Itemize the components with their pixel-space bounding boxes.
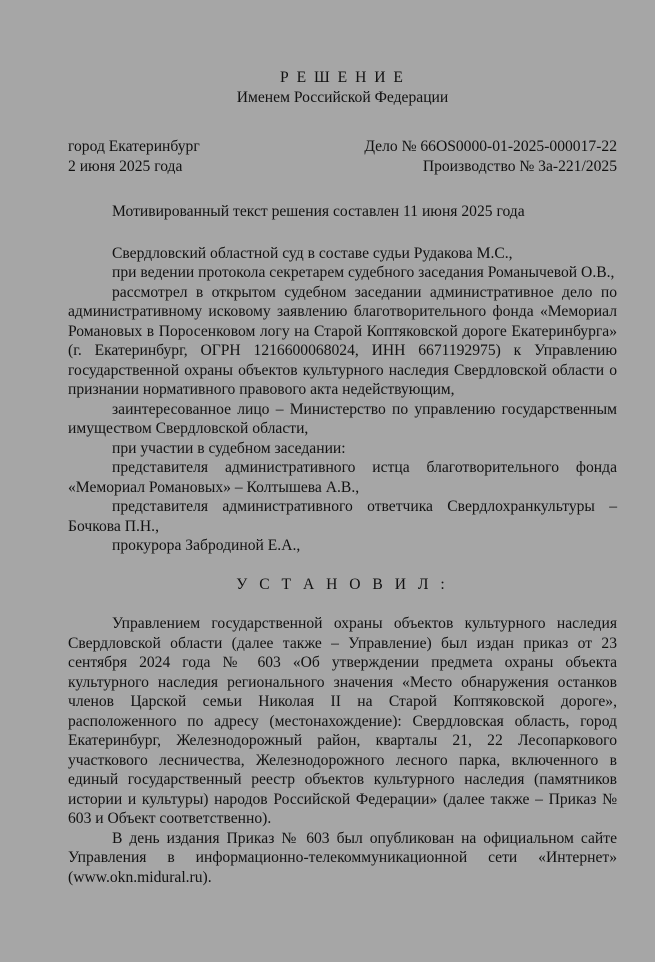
header-row-location <box>68 137 617 157</box>
intro-paragraph: при участии в судебном заседании: <box>112 439 346 457</box>
city: город Екатеринбург <box>68 138 200 155</box>
section-title: У С Т А Н О В И Л : <box>236 575 449 593</box>
proceeding-number: Производство № 3а-221/2025 <box>422 157 617 175</box>
document-title: Р Е Ш Е Н И Е <box>280 69 405 86</box>
intro-paragraph: Свердловский областной суд в составе судьи Рудакова М.С., <box>112 244 513 262</box>
case-number: Дело № 66OS0000-01-2025-000017-22 <box>364 138 617 155</box>
intro-paragraph: представителя административного ответчика Свердлохранкультуры – Бочкова П.Н., <box>68 498 617 535</box>
intro-paragraph: заинтересованное лицо – Министерство по управлению государственным имуществом Свердловской области, <box>68 400 617 437</box>
body-paragraph: В день издания Приказ № 603 был опубликован на официальном сайте Управления в информационно-телекоммуникационной сети «Интернет» (www.okn.midural.ru). <box>68 829 617 886</box>
intro-paragraph: представителя административного истца благотворительного фонда «Мемориал Романовых» – Колтышева А.В., <box>68 459 617 496</box>
intro-paragraph: при ведении протокола секретарем судебного заседания Романычевой О.В., <box>112 264 615 281</box>
decision-date: 2 июня 2025 года <box>68 157 183 175</box>
body-paragraph: Управлением государственной охраны объектов культурного наследия Свердловской области (далее также – Управление) был издан приказ от 23 сентября 2024 года № 603 «Об утверждении предмета охраны объекта культурного наследия регионального значения «Место обнаружения останков членов Царской семьи Николая II на Старой Коптяковской дороге», расположенного по адресу (местонахождение): Свердловская область, город Екатеринбург, Железнодорожный район, кварталы 21, 22 Лесопаркового участкового лесничества, Железнодорожного лесного парка, включенного в единый государственный реестр объектов культурного наследия (памятников истории и культуры) народов Российской Федерации» (далее также – Приказ № 603 и Объект соответственно). <box>68 615 617 827</box>
header-row-date <box>68 157 617 177</box>
intro-paragraph: рассмотрел в открытом судебном заседании административное дело по административному исковому заявлению благотворительного фонда «Мемориал Романовых в Поросенковом логу на Старой Коптяковской дороге Екатеринбурга» (г. Екатеринбург, ОГРН 1216600068024, ИНН 6671192975) к Управлению государственной охраны объектов культурного наследия Свердловской области о признании нормативного правового акта недействующим, <box>68 283 617 398</box>
intro-paragraph: прокурора Забродиной Е.А., <box>112 537 301 554</box>
motivated-text-note: Мотивированный текст решения составлен 11 июня 2025 года <box>112 203 525 220</box>
document-subtitle: Именем Российской Федерации <box>236 88 449 106</box>
